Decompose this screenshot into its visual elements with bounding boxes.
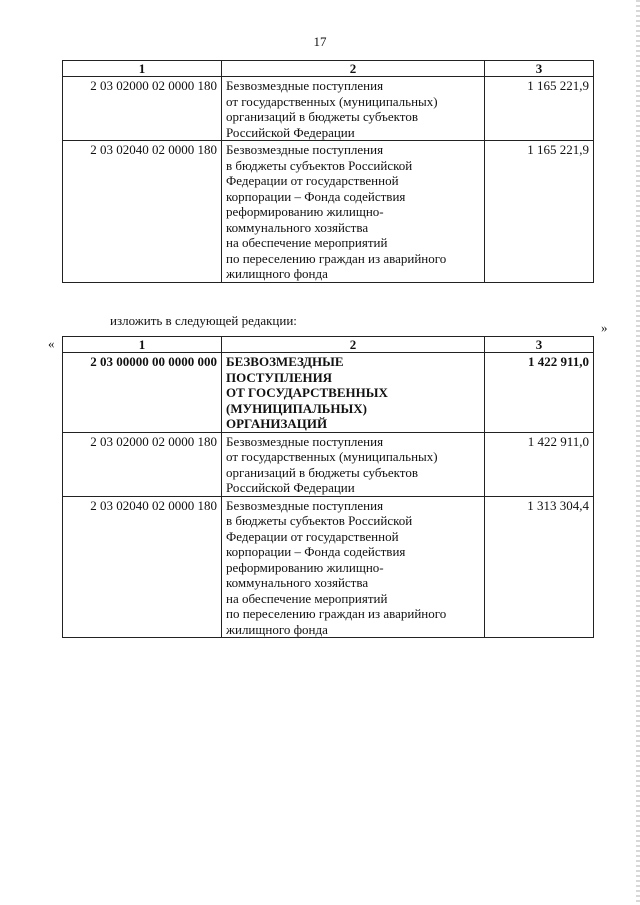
old-revenue-table [62,60,594,283]
revenue-name: Безвозмездные поступления в бюджеты субъектов Российской Федерации от государственной корпорации – Фонда содействия реформированию жилищно- коммунального хозяйства на обеспечение мероприятий по переселению граждан из аварийного жилищного фонда [222,496,485,638]
column-header-3: 3 [485,61,594,77]
table-row-total [63,353,594,433]
revenue-name: Безвозмездные поступления от государственных (муниципальных) организаций в бюджеты субъектов Российской Федерации [222,432,485,496]
column-header-1: 1 [63,337,222,353]
page-number: 17 [313,34,327,49]
amount: 1 422 911,0 [485,432,594,496]
opening-quote-mark: « [48,336,55,351]
table-row [63,141,594,283]
table-row [63,432,594,496]
budget-code: 2 03 02040 02 0000 180 [63,141,222,283]
amount: 1 313 304,4 [485,496,594,638]
revenue-name: Безвозмездные поступления в бюджеты субъектов Российской Федерации от государственной корпорации – Фонда содействия реформированию жилищно- коммунального хозяйства на обеспечение мероприятий по переселению граждан из аварийного жилищного фонда [222,141,485,283]
budget-code: 2 03 00000 00 0000 000 [63,353,222,433]
column-header-3: 3 [485,337,594,353]
table-header [63,61,594,77]
scan-edge-marks [636,0,640,905]
revenue-name: Безвозмездные поступления от государственных (муниципальных) организаций в бюджеты субъектов Российской Федерации [222,77,485,141]
column-header-2: 2 [222,61,485,77]
column-header-1: 1 [63,61,222,77]
budget-code: 2 03 02000 02 0000 180 [63,77,222,141]
amount: 1 165 221,9 [485,77,594,141]
table-row [63,496,594,638]
revenue-name: БЕЗВОЗМЕЗДНЫЕ ПОСТУПЛЕНИЯ ОТ ГОСУДАРСТВЕННЫХ (МУНИЦИПАЛЬНЫХ) ОРГАНИЗАЦИЙ [222,353,485,433]
budget-code: 2 03 02040 02 0000 180 [63,496,222,638]
table-row [63,77,594,141]
budget-code: 2 03 02000 02 0000 180 [63,432,222,496]
column-header-2: 2 [222,337,485,353]
table-header [63,337,594,353]
amount: 1 422 911,0 [485,353,594,433]
closing-quote-mark: » [601,320,608,335]
amendment-instruction: изложить в следующей редакции: [110,313,297,328]
amount: 1 165 221,9 [485,141,594,283]
new-revenue-table [62,336,594,638]
